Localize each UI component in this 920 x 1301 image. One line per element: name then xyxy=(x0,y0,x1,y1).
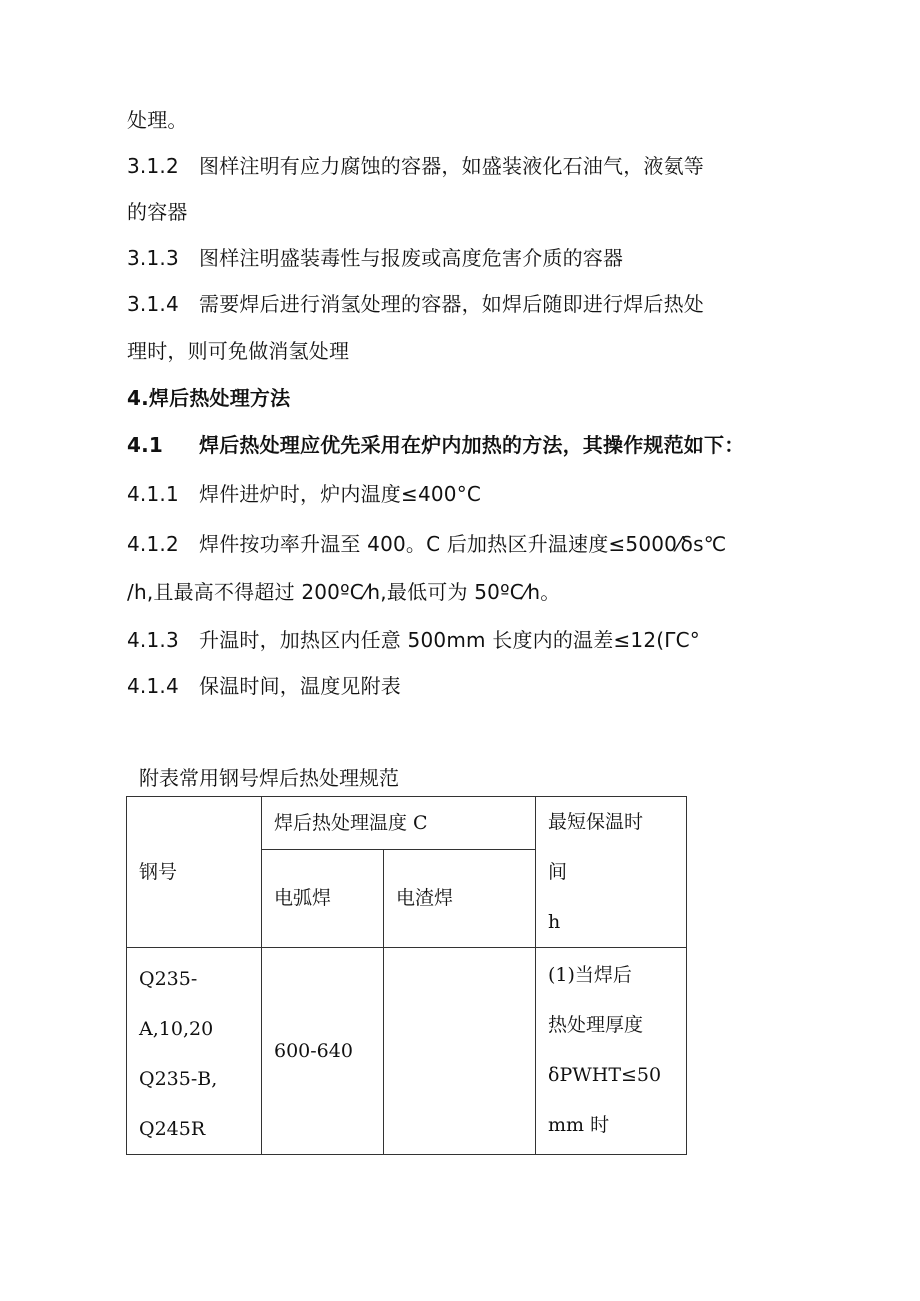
slag-temp-cell xyxy=(384,948,536,1155)
heading-text: 4.焊后热处理方法 xyxy=(127,386,291,410)
paragraph-line xyxy=(127,106,188,134)
header-steel: 钢号 xyxy=(139,861,178,883)
line-text: 升温时，加热区内任意 500mm 长度内的温差≤12(ΓC° xyxy=(199,628,700,652)
steel-grade-line: A,10,20 xyxy=(139,1018,214,1040)
clause-number: 3.1.2 xyxy=(127,154,179,178)
steel-grade-line: Q235- xyxy=(139,968,198,990)
header-arc-cell xyxy=(262,849,384,947)
clause-number: 4.1.2 xyxy=(127,532,179,556)
hold-time-line: (1)当焊后 xyxy=(548,964,632,986)
hold-time-line: 间 xyxy=(548,861,568,883)
paragraph-line xyxy=(127,626,700,654)
paragraph-line xyxy=(127,672,401,700)
paragraph-line xyxy=(127,480,481,508)
line-text: 焊件按功率升温至 400。C 后加热区升温速度≤5000⁄δs℃ xyxy=(199,532,727,556)
table-row xyxy=(127,948,687,1155)
line-text: 焊后热处理应优先采用在炉内加热的方法，其操作规范如下： xyxy=(199,433,745,457)
paragraph-line xyxy=(127,290,704,318)
line-text: 处理。 xyxy=(127,108,188,132)
steel-grade-line: Q245R xyxy=(139,1118,206,1140)
paragraph-line xyxy=(127,152,704,180)
clause-number: 3.1.3 xyxy=(127,246,179,270)
paragraph-line xyxy=(127,337,349,365)
header-hold-time-cell xyxy=(536,797,687,948)
heat-treatment-table xyxy=(126,796,687,1155)
clause-number: 4.1.1 xyxy=(127,482,179,506)
line-text: 保温时间，温度见附表 xyxy=(199,674,401,698)
hold-time-line: 热处理厚度 xyxy=(548,1014,644,1036)
header-steel-cell xyxy=(127,797,262,948)
paragraph-line xyxy=(127,198,188,226)
hold-time-line: mm 时 xyxy=(548,1114,610,1136)
line-text: 需要焊后进行消氢处理的容器，如焊后随即进行焊后热处 xyxy=(199,292,704,316)
paragraph-line xyxy=(127,431,744,459)
clause-number: 4.1.4 xyxy=(127,674,179,698)
header-arc-weld: 电弧焊 xyxy=(274,887,332,910)
hold-time-cell xyxy=(536,948,687,1155)
steel-grade-cell xyxy=(127,948,262,1155)
line-text: 理时，则可免做消氢处理 xyxy=(127,339,350,363)
header-temp-group-cell xyxy=(262,797,536,850)
hold-time-line: 最短保温时 xyxy=(548,811,644,833)
clause-number: 4.1.3 xyxy=(127,628,179,652)
table-caption: 附表常用钢号焊后热处理规范 xyxy=(139,766,399,790)
header-electroslag-weld: 电渣焊 xyxy=(396,887,454,910)
arc-temp-cell xyxy=(262,948,384,1155)
header-slag-cell xyxy=(384,849,536,947)
line-text: /h,且最高不得超过 200ºC⁄h,最低可为 50ºC⁄h。 xyxy=(127,580,561,604)
paragraph-line xyxy=(127,530,726,558)
steel-grade-line: Q235-B, xyxy=(139,1068,218,1090)
line-text: 焊件进炉时，炉内温度≤400°C xyxy=(199,482,482,506)
header-temp-group: 焊后热处理温度 C xyxy=(274,811,428,834)
line-text: 图样注明有应力腐蚀的容器，如盛装液化石油气，液氨等 xyxy=(199,154,704,178)
hold-time-line: δPWHT≤50 xyxy=(548,1064,662,1086)
hold-time-line: h xyxy=(548,911,561,933)
line-text: 的容器 xyxy=(127,200,188,224)
arc-temp-value: 600-640 xyxy=(274,1040,353,1062)
line-text: 图样注明盛装毒性与报废或高度危害介质的容器 xyxy=(199,246,624,270)
section-heading xyxy=(127,384,290,412)
paragraph-line xyxy=(127,244,623,272)
paragraph-line xyxy=(127,578,560,606)
clause-number: 4.1 xyxy=(127,433,164,457)
header-row xyxy=(127,797,687,850)
clause-number: 3.1.4 xyxy=(127,292,179,316)
